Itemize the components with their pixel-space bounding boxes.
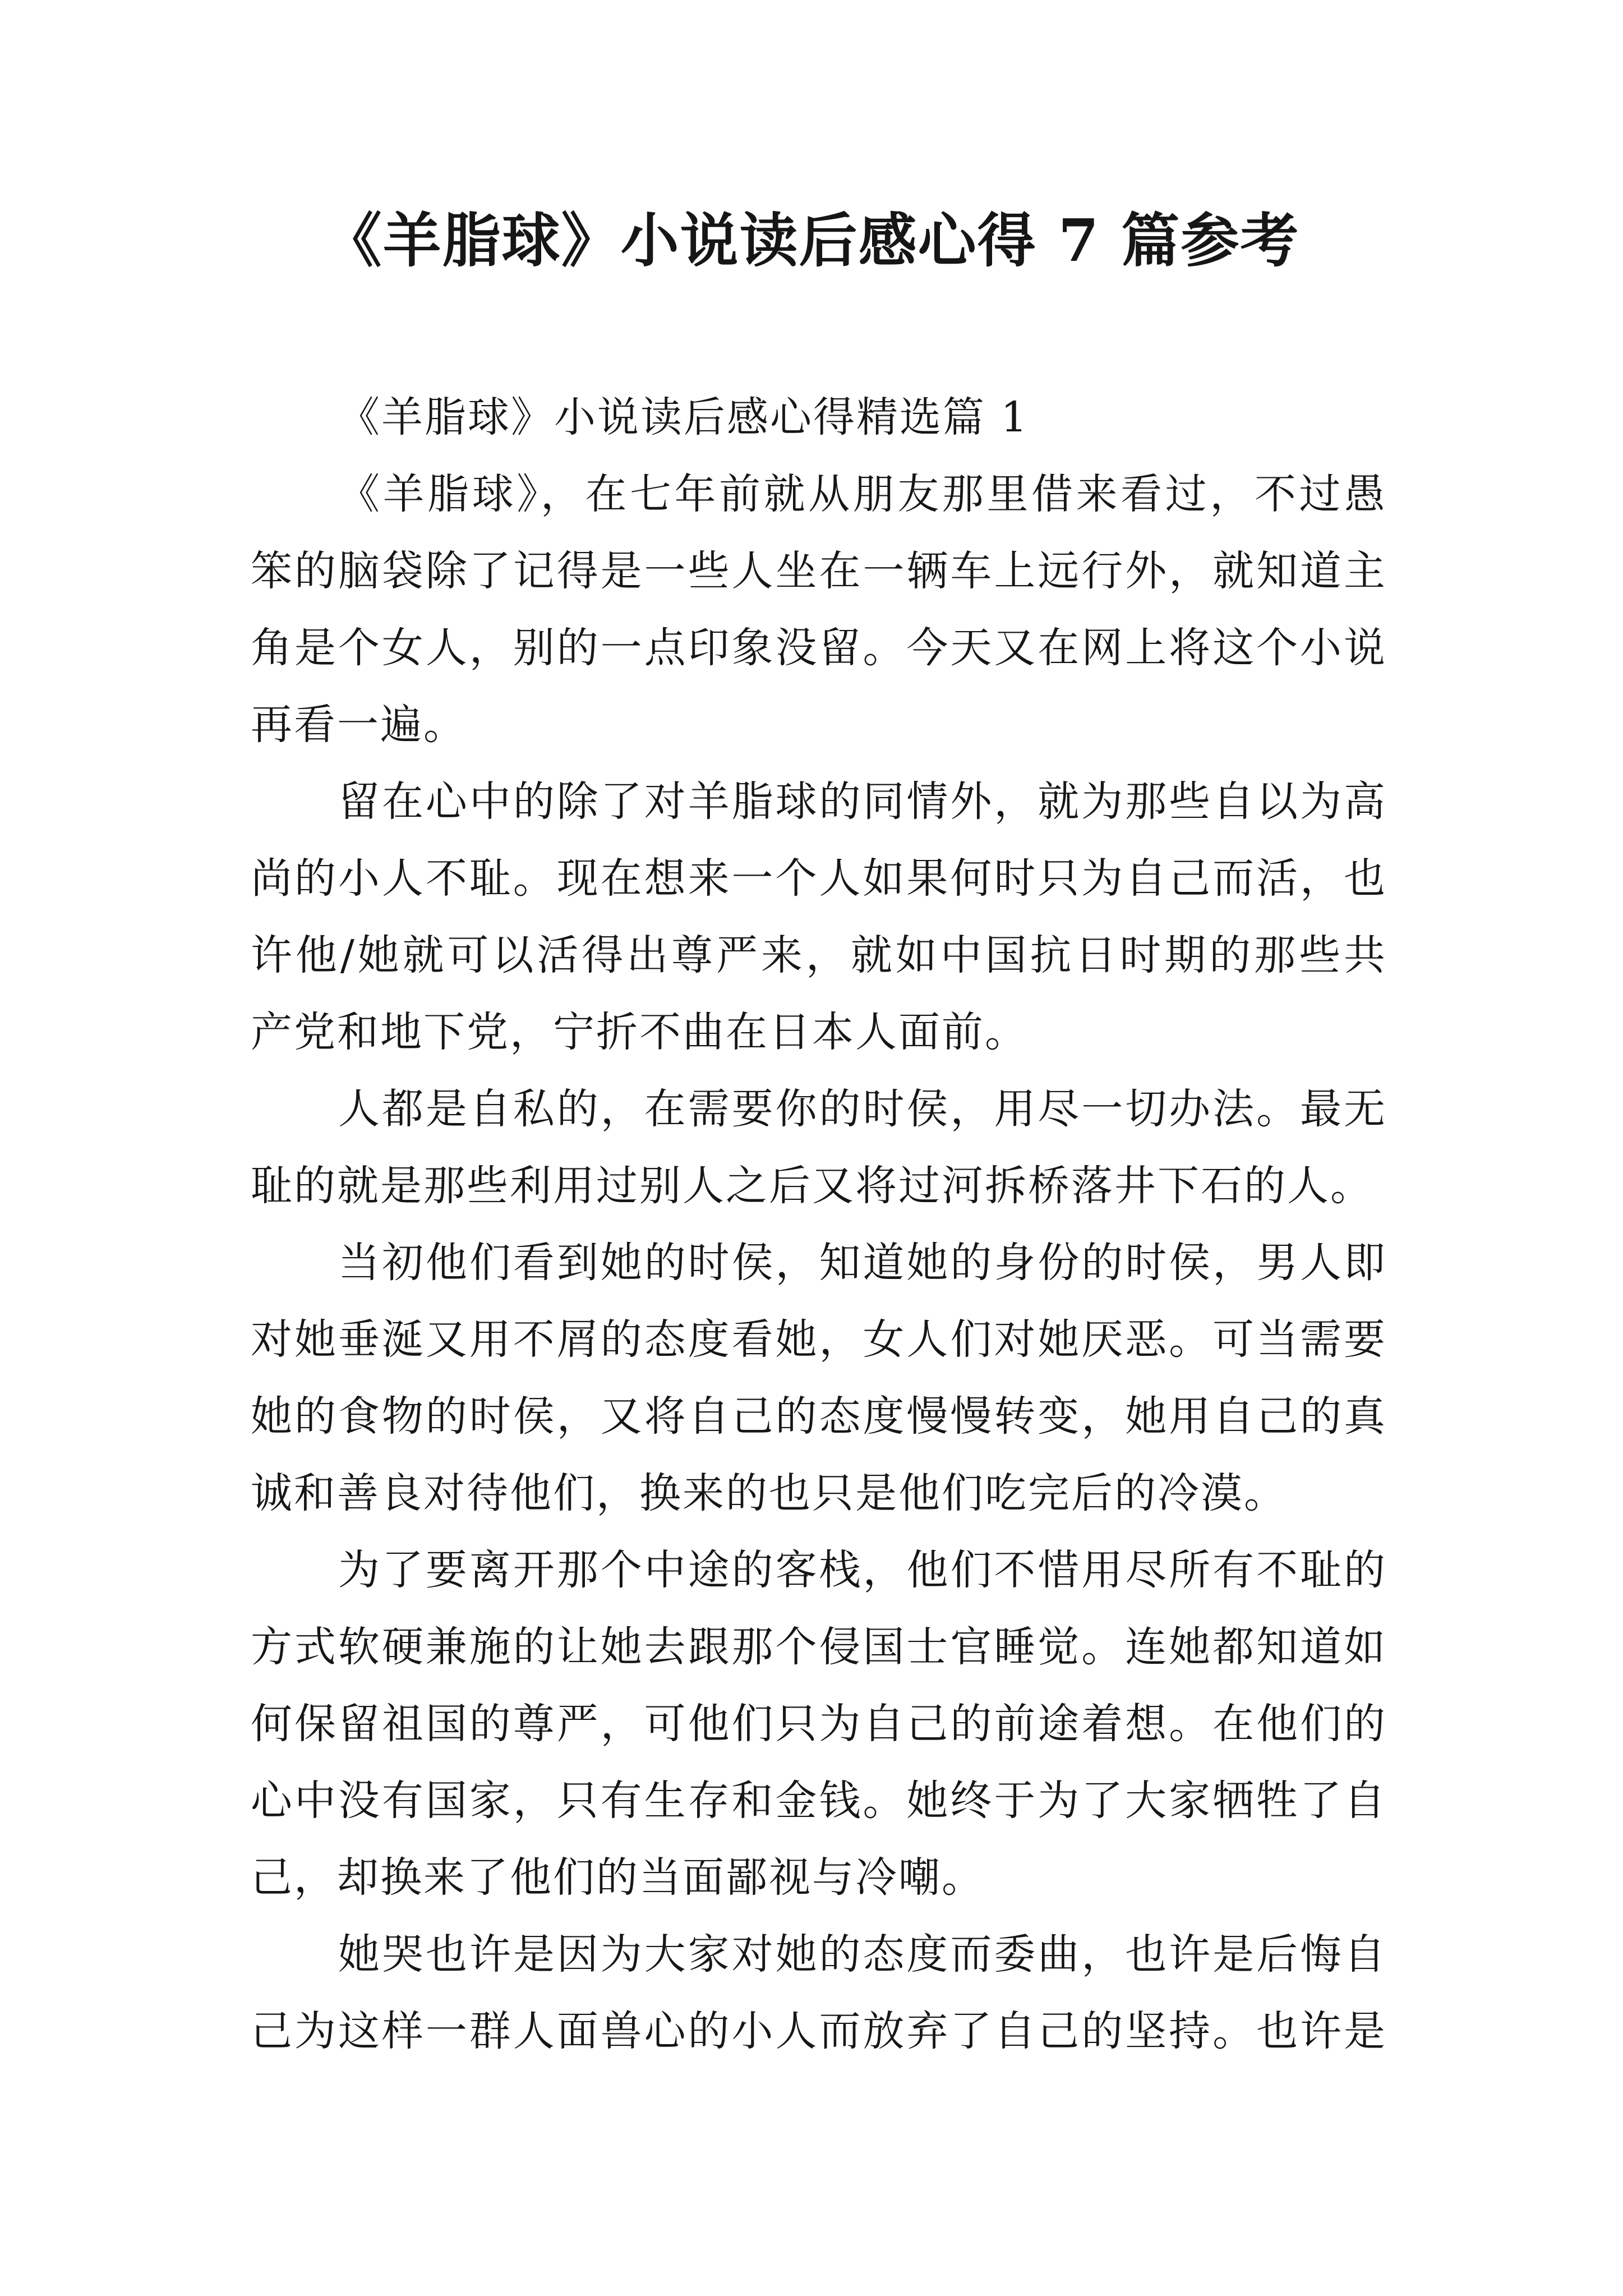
paragraph-line: 尚的小人不耻。现在想来一个人如果何时只为自己而活，也 (251, 854, 1387, 903)
paragraph-line: 当初他们看到她的时侯，知道她的身份的时侯，男人即 (338, 1239, 1387, 1287)
paragraph-line: 心中没有国家，只有生存和金钱。她终于为了大家牺牲了自 (251, 1777, 1387, 1825)
paragraph-line: 为了要离开那个中途的客栈，他们不惜用尽所有不耻的 (338, 1546, 1387, 1594)
paragraph-line: 再看一遍。 (251, 701, 467, 749)
paragraph-6 (251, 1916, 1387, 2070)
paragraph-line: 留在心中的除了对羊脂球的同情外，就为那些自以为高 (338, 777, 1387, 826)
paragraph-line: 己为这样一群人面兽心的小人而放弃了自己的坚持。也许是 (251, 2007, 1387, 2055)
paragraph-line: 许他/她就可以活得出尊严来，就如中国抗日时期的那些共 (251, 931, 1387, 979)
paragraph-3 (251, 1071, 1387, 1225)
section-heading: 《羊脂球》小说读后感心得精选篇 1 (338, 393, 1029, 441)
paragraph-line: 己，却换来了他们的当面鄙视与冷嘲。 (251, 1853, 985, 1902)
document-title: 《羊脂球》小说读后感心得 7 篇参考 (323, 206, 1300, 275)
paragraph-line: 笨的脑袋除了记得是一些人坐在一辆车上远行外，就知道主 (251, 547, 1387, 595)
document-body (251, 379, 1387, 2070)
paragraph-line: 对她垂涎又用不屑的态度看她，女人们对她厌恶。可当需要 (251, 1315, 1387, 1364)
paragraph-2 (251, 763, 1387, 1071)
paragraph-4 (251, 1225, 1387, 1532)
paragraph-1 (251, 456, 1387, 763)
paragraph-line: 何保留祖国的尊严，可他们只为自己的前途着想。在他们的 (251, 1700, 1387, 1748)
paragraph-line: 角是个女人，别的一点印象没留。今天又在网上将这个小说 (251, 624, 1387, 672)
paragraph-line: 《羊脂球》，在七年前就从朋友那里借来看过，不过愚 (338, 470, 1387, 518)
paragraph-line: 诚和善良对待他们，换来的也只是他们吃完后的冷漠。 (251, 1469, 1287, 1517)
paragraph-line: 产党和地下党，宁折不曲在日本人面前。 (251, 1008, 1028, 1056)
paragraph-line: 她的食物的时侯，又将自己的态度慢慢转变，她用自己的真 (251, 1392, 1387, 1441)
paragraph-line: 人都是自私的，在需要你的时侯，用尽一切办法。最无 (338, 1085, 1387, 1133)
paragraph-line: 方式软硬兼施的让她去跟那个侵国士官睡觉。连她都知道如 (251, 1623, 1387, 1671)
paragraph-line: 她哭也许是因为大家对她的态度而委曲，也许是后悔自 (338, 1930, 1387, 1978)
paragraph-line: 耻的就是那些利用过别人之后又将过河拆桥落井下石的人。 (251, 1162, 1373, 1210)
paragraph-5 (251, 1532, 1387, 1916)
